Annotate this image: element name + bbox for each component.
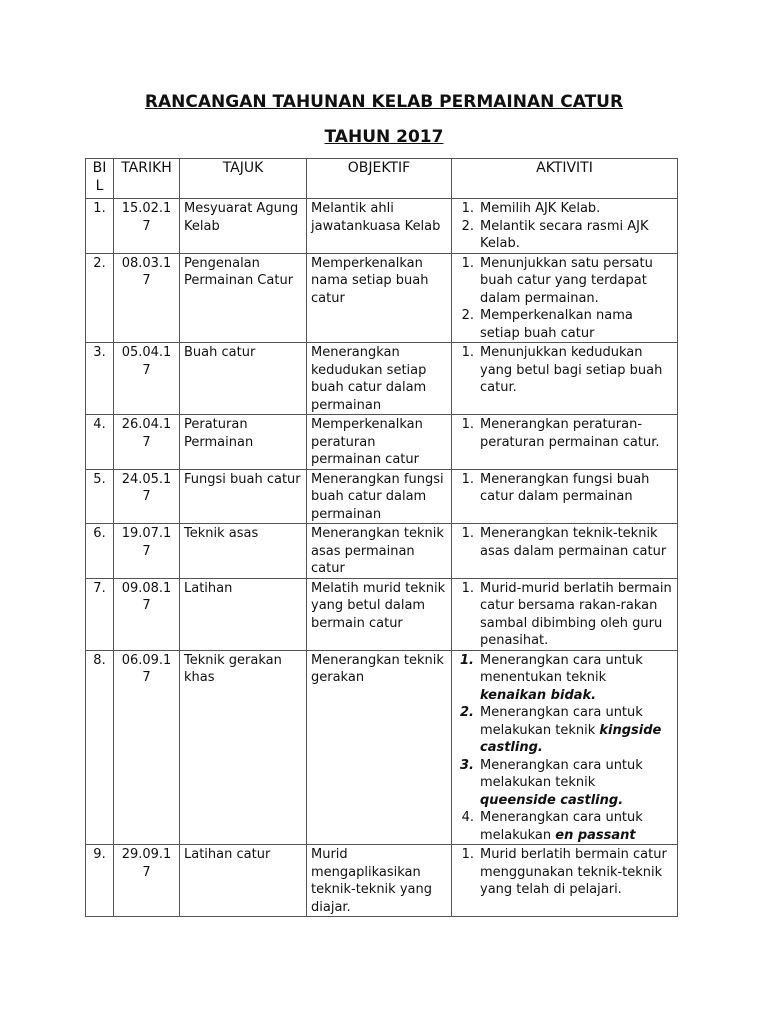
activity-text-wrap xyxy=(480,652,673,705)
row-objective: Menerangkan kedudukan setiap buah catur dalam permainan xyxy=(307,343,452,415)
document-title: RANCANGAN TAHUNAN KELAB PERMAINAN CATUR xyxy=(144,92,624,112)
row-date: 15.02.17 xyxy=(114,199,180,254)
activity-item xyxy=(456,525,673,560)
activity-number: 1. xyxy=(461,580,474,596)
row-topic: Peraturan Permainan xyxy=(180,415,307,470)
table-row xyxy=(86,343,678,415)
row-activities xyxy=(452,845,678,917)
table-header-row xyxy=(86,159,678,199)
activity-text: Menerangkan cara untuk melakukan teknik xyxy=(480,757,643,790)
document-year-title: TAHUN 2017 xyxy=(324,127,444,147)
row-date: 24.05.17 xyxy=(114,469,180,524)
activity-list xyxy=(456,525,673,560)
activity-number: 1. xyxy=(461,255,474,271)
row-objective: Memperkenalkan nama setiap buah catur xyxy=(307,253,452,343)
activity-text: Murid berlatih bermain catur menggunakan teknik-teknik yang telah di pelajari. xyxy=(480,847,667,897)
row-number: 5. xyxy=(86,469,114,524)
row-number: 6. xyxy=(86,524,114,579)
activity-emphasis: queenside castling. xyxy=(480,792,624,808)
activity-number: 1. xyxy=(461,847,474,862)
activity-text-wrap xyxy=(480,846,673,899)
activity-item xyxy=(456,846,673,899)
row-topic: Teknik gerakan khas xyxy=(180,650,307,845)
activity-text: Memperkenalkan nama setiap buah catur xyxy=(480,308,633,341)
activity-text: Memilih AJK Kelab. xyxy=(480,201,601,216)
activity-item xyxy=(456,416,673,451)
table-row xyxy=(86,415,678,470)
activity-list xyxy=(456,846,673,899)
activity-text: Menunjukkan kedudukan yang betul bagi setiap buah catur. xyxy=(480,345,663,395)
header-tajuk: TAJUK xyxy=(180,159,307,199)
activity-text-wrap xyxy=(480,416,673,451)
activity-item xyxy=(456,704,673,757)
activity-number: 1. xyxy=(461,471,474,487)
row-number: 4. xyxy=(86,415,114,470)
header-bil: BIL xyxy=(86,159,114,199)
row-activities xyxy=(452,650,678,845)
activity-text: Menerangkan fungsi buah catur dalam permainan xyxy=(480,471,650,504)
activity-text: Melantik secara rasmi AJK Kelab. xyxy=(480,218,649,251)
activity-text-wrap xyxy=(480,757,673,810)
activity-list xyxy=(456,652,673,845)
activity-emphasis: kenaikan bidak. xyxy=(480,687,597,703)
row-date: 06.09.17 xyxy=(114,650,180,845)
activity-number: 1. xyxy=(461,417,474,432)
row-number: 2. xyxy=(86,253,114,343)
row-number: 9. xyxy=(86,845,114,917)
activity-text-wrap xyxy=(480,471,673,506)
activity-number: 2. xyxy=(461,308,474,323)
activity-item xyxy=(456,255,673,308)
row-objective: Melatih murid teknik yang betul dalam bermain catur xyxy=(307,578,452,650)
activity-text-wrap xyxy=(480,307,673,342)
activity-item xyxy=(456,200,673,218)
activity-text: Menerangkan teknik-teknik asas dalam permainan catur xyxy=(480,526,667,559)
activity-item xyxy=(456,471,673,506)
header-tarikh: TARIKH xyxy=(114,159,180,199)
activity-list xyxy=(456,200,673,253)
row-date: 09.08.17 xyxy=(114,578,180,650)
row-date: 05.04.17 xyxy=(114,343,180,415)
activity-text: Menerangkan cara untuk melakukan xyxy=(480,810,643,843)
activity-text-wrap xyxy=(480,704,673,757)
table-row xyxy=(86,650,678,845)
row-number: 3. xyxy=(86,343,114,415)
table-row xyxy=(86,524,678,579)
row-topic: Buah catur xyxy=(180,343,307,415)
row-objective: Melantik ahli jawatankuasa Kelab xyxy=(307,199,452,254)
table-row xyxy=(86,199,678,254)
activity-number: 1. xyxy=(460,652,474,668)
row-activities xyxy=(452,199,678,254)
activity-number: 3. xyxy=(460,757,474,773)
activity-list xyxy=(456,580,673,650)
activity-number: 2. xyxy=(460,705,474,720)
activity-text-wrap xyxy=(480,218,673,253)
row-objective: Memperkenalkan peraturan permainan catur xyxy=(307,415,452,470)
activity-item xyxy=(456,809,673,844)
row-topic: Pengenalan Permainan Catur xyxy=(180,253,307,343)
row-topic: Latihan xyxy=(180,578,307,650)
row-objective: Menerangkan teknik asas permainan catur xyxy=(307,524,452,579)
activity-item xyxy=(456,218,673,253)
row-date: 19.07.17 xyxy=(114,524,180,579)
activity-text: Murid-murid berlatih bermain catur bersama rakan-rakan sambal dibimbing oleh guru penasihat. xyxy=(480,580,672,648)
row-date: 29.09.17 xyxy=(114,845,180,917)
activity-item xyxy=(456,307,673,342)
activity-text: Menerangkan cara untuk menentukan teknik xyxy=(480,652,643,685)
row-number: 7. xyxy=(86,578,114,650)
row-activities xyxy=(452,415,678,470)
row-activities xyxy=(452,524,678,579)
activity-list xyxy=(456,416,673,451)
activity-text-wrap xyxy=(480,809,673,844)
row-objective: Murid mengaplikasikan teknik-teknik yang diajar. xyxy=(307,845,452,917)
row-number: 1. xyxy=(86,199,114,254)
row-topic: Fungsi buah catur xyxy=(180,469,307,524)
table-body xyxy=(86,199,678,917)
annual-plan-table xyxy=(85,158,678,917)
row-activities xyxy=(452,578,678,650)
activity-text-wrap xyxy=(480,255,673,308)
activity-number: 2. xyxy=(461,218,474,234)
row-objective: Menerangkan teknik gerakan xyxy=(307,650,452,845)
row-topic: Latihan catur xyxy=(180,845,307,917)
activity-number: 1. xyxy=(461,201,474,216)
row-topic: Teknik asas xyxy=(180,524,307,579)
activity-item xyxy=(456,580,673,650)
header-aktiviti: AKTIVITI xyxy=(452,159,678,199)
table-row xyxy=(86,253,678,343)
activity-item xyxy=(456,652,673,705)
row-activities xyxy=(452,343,678,415)
row-activities xyxy=(452,253,678,343)
activity-text: Menerangkan cara untuk melakukan teknik xyxy=(480,705,643,738)
row-activities xyxy=(452,469,678,524)
row-number: 8. xyxy=(86,650,114,845)
activity-item xyxy=(456,344,673,397)
row-objective: Menerangkan fungsi buah catur dalam permainan xyxy=(307,469,452,524)
activity-text: Menerangkan peraturan-peraturan permainan catur. xyxy=(480,417,660,450)
activity-emphasis: en passant xyxy=(555,827,636,843)
table-row xyxy=(86,845,678,917)
row-date: 26.04.17 xyxy=(114,415,180,470)
table-row xyxy=(86,469,678,524)
activity-list xyxy=(456,255,673,343)
activity-number: 4. xyxy=(461,810,474,825)
row-topic: Mesyuarat Agung Kelab xyxy=(180,199,307,254)
activity-text-wrap xyxy=(480,344,673,397)
activity-text: Menunjukkan satu persatu buah catur yang terdapat dalam permainan. xyxy=(480,255,653,306)
activity-text-wrap xyxy=(480,525,673,560)
row-date: 08.03.17 xyxy=(114,253,180,343)
header-objektif: OBJEKTIF xyxy=(307,159,452,199)
table-row xyxy=(86,578,678,650)
activity-item xyxy=(456,757,673,810)
activity-number: 1. xyxy=(461,345,474,360)
activity-text-wrap xyxy=(480,580,673,650)
activity-list xyxy=(456,344,673,397)
activity-number: 1. xyxy=(461,526,474,541)
activity-text-wrap xyxy=(480,200,673,218)
activity-list xyxy=(456,471,673,506)
activity-emphasis: kingside castling. xyxy=(480,722,662,755)
